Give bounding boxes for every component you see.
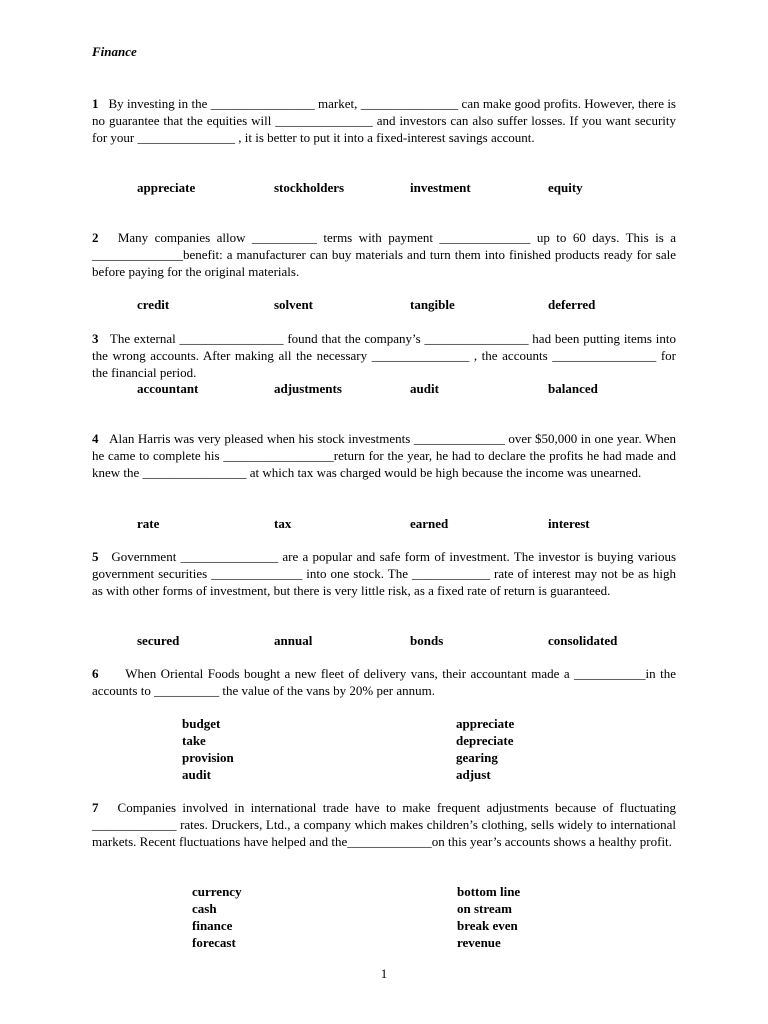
word-option: tax [274, 516, 292, 531]
question-number: 1 [92, 96, 99, 111]
word-option: appreciate [456, 716, 515, 731]
word-option: budget [182, 716, 221, 731]
word-option: balanced [548, 381, 598, 396]
word-option: investment [410, 180, 471, 195]
question-7 [92, 799, 676, 850]
question-5 [92, 548, 676, 599]
word-option: take [182, 733, 206, 748]
word-option: secured [137, 633, 180, 648]
word-option: revenue [457, 935, 501, 950]
word-option: depreciate [456, 733, 514, 748]
word-option: rate [137, 516, 160, 531]
word-option: cash [192, 901, 217, 916]
word-option: adjustments [274, 381, 342, 396]
question-4 [92, 430, 676, 481]
word-option: credit [137, 297, 170, 312]
question-3 [92, 330, 676, 381]
word-options-6-right [456, 715, 514, 783]
question-text: When Oriental Foods bought a new fleet of delivery vans, their accountant made a ___________in the accounts to __________ the value of the vans by 20% per annum. [92, 666, 676, 698]
word-option: adjust [456, 767, 491, 782]
word-options-7-right [457, 883, 520, 951]
word-option: on stream [457, 901, 513, 916]
question-number: 7 [92, 800, 99, 815]
word-option: consolidated [548, 633, 618, 648]
question-number: 6 [92, 666, 99, 681]
word-option: provision [182, 750, 234, 765]
word-option: forecast [192, 935, 236, 950]
word-option: solvent [274, 297, 313, 312]
question-text: Many companies allow __________ terms with payment ______________ up to 60 days. This is a ______________benefit: a manufacturer can buy materials and turn them into finished products ready for sale before paying for the original materials. [92, 230, 676, 279]
word-option: bonds [410, 633, 444, 648]
word-option: annual [274, 633, 313, 648]
word-option: audit [182, 767, 211, 782]
word-option: finance [192, 918, 233, 933]
word-option: break even [457, 918, 518, 933]
word-option: deferred [548, 297, 596, 312]
word-option: interest [548, 516, 590, 531]
question-number: 4 [92, 431, 99, 446]
word-options-7-left [192, 883, 242, 951]
word-option: audit [410, 381, 439, 396]
word-option: appreciate [137, 180, 196, 195]
document-page [92, 0, 676, 1024]
word-option: tangible [410, 297, 455, 312]
page-title: Finance [92, 44, 137, 59]
question-text: The external ________________ found that the company’s ________________ had been putting items into the wrong accounts. After making all the necessary _______________ , the accounts ________________ for the financial period. [92, 331, 676, 380]
word-option: currency [192, 884, 242, 899]
word-option: equity [548, 180, 583, 195]
question-number: 5 [92, 549, 99, 564]
question-6 [92, 665, 676, 699]
word-option: bottom line [457, 884, 521, 899]
question-number: 3 [92, 331, 99, 346]
word-options-6-left [182, 715, 234, 783]
question-2 [92, 229, 676, 280]
word-option: gearing [456, 750, 498, 765]
question-1 [92, 95, 676, 146]
question-text: Alan Harris was very pleased when his stock investments ______________ over $50,000 in one year. When he came to complete his _________________return for the year, he had to declare the profits he had made and knew the ________________ at which tax was charged would be high because the income was unearned. [92, 431, 676, 480]
word-option: accountant [137, 381, 199, 396]
question-text: Companies involved in international trade have to make frequent adjustments because of fluctuating _____________ rates. Druckers, Ltd., a company which makes children’s clothing, sells widely to international markets. Recent fluctuations have helped and the_____________on this year’s accounts shows a healthy profit. [92, 800, 676, 849]
page-number: 1 [380, 966, 388, 981]
question-number: 2 [92, 230, 99, 245]
question-text: By investing in the ________________ market, _______________ can make good profits. However, there is no guarantee that the equities will _______________ and investors can also suffer losses. If you want security for your _______________ , it is better to put it into a fixed-interest savings account. [92, 96, 676, 145]
word-option: stockholders [274, 180, 345, 195]
question-text: Government _______________ are a popular and safe form of investment. The investor is buying various government securities ______________ into one stock. The ____________ rate of interest may not be as high as with other forms of investment, but there is very little risk, as a fixed rate of return is guaranteed. [92, 549, 676, 598]
word-option: earned [410, 516, 449, 531]
